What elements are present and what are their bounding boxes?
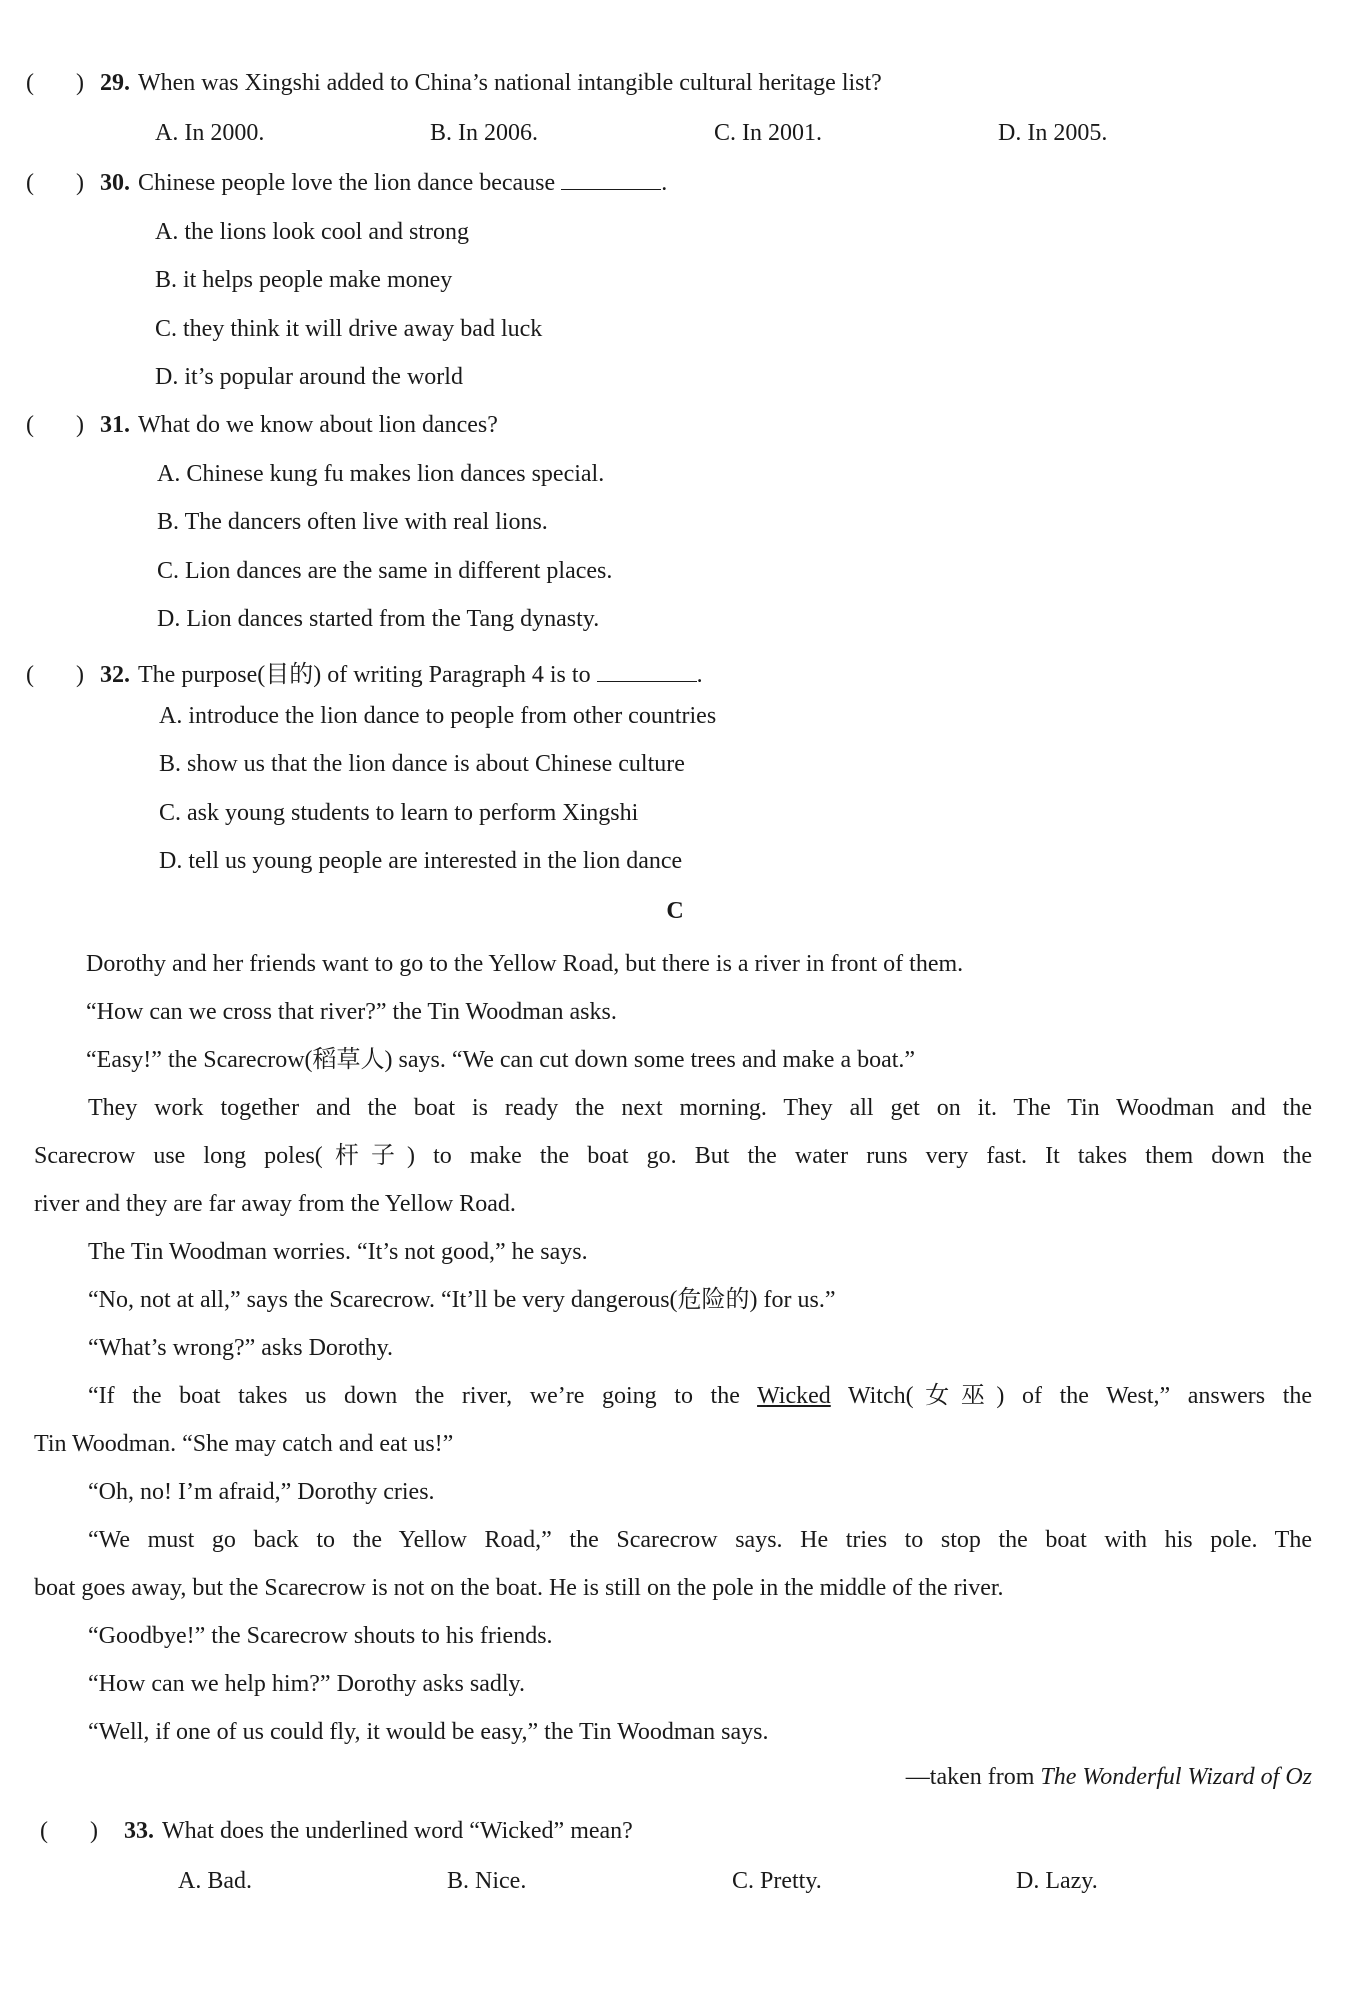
passage-paragraph: “We must go back to the Yellow Road,” the Scarecrow says. He tries to stop the boat with his pole. The — [88, 1527, 1312, 1553]
question-stem: Chinese people love the lion dance because — [138, 170, 556, 196]
passage-paragraph: “How can we help him?” Dorothy asks sadly. — [88, 1671, 525, 1697]
answer-blank — [561, 171, 661, 190]
option-d[interactable]: D. Lion dances started from the Tang dynasty. — [157, 606, 600, 632]
passage-paragraph-line: Scarecrow use long poles(杆子) to make the boat go. But the water runs very fast. It takes them down the — [34, 1143, 1312, 1169]
option-a[interactable]: A. Bad. — [178, 1868, 252, 1894]
passage-paragraph: “Goodbye!” the Scarecrow shouts to his friends. — [88, 1623, 553, 1649]
passage-paragraph: “How can we cross that river?” the Tin Woodman asks. — [86, 999, 617, 1025]
book-title: The Wonderful Wizard of Oz — [1040, 1764, 1312, 1790]
question-stem: When was Xingshi added to China’s national intangible cultural heritage list? — [138, 70, 882, 96]
answer-bracket[interactable]: ( ) — [26, 412, 84, 438]
option-c[interactable]: C. ask young students to learn to perform Xingshi — [159, 800, 639, 826]
question-number: 31. — [100, 412, 130, 438]
question-32: ( ) 32. The purpose(目的) of writing Paragraph 4 is to . — [26, 654, 703, 689]
question-stem: The purpose(目的) of writing Paragraph 4 is to — [138, 662, 591, 688]
question-29 — [26, 70, 882, 97]
passage-paragraph: Dorothy and her friends want to go to the Yellow Road, but there is a river in front of them. — [86, 951, 964, 977]
question-number: 32. — [100, 662, 130, 688]
option-b[interactable]: B. The dancers often live with real lions. — [157, 509, 548, 535]
passage-paragraph: “Oh, no! I’m afraid,” Dorothy cries. — [88, 1479, 435, 1505]
question-number: 33. — [124, 1818, 154, 1844]
option-d[interactable]: D. tell us young people are interested in the lion dance — [159, 848, 683, 874]
option-b[interactable]: B. Nice. — [447, 1868, 527, 1894]
question-33 — [40, 1818, 633, 1845]
option-d[interactable]: D. Lazy. — [1016, 1868, 1098, 1894]
option-b[interactable]: B. In 2006. — [430, 120, 538, 146]
passage-paragraph: The Tin Woodman worries. “It’s not good,” he says. — [88, 1239, 588, 1265]
question-number: 29. — [100, 70, 130, 96]
passage-paragraph-line: Tin Woodman. “She may catch and eat us!” — [34, 1431, 454, 1457]
question-31 — [26, 412, 498, 439]
option-b[interactable]: B. show us that the lion dance is about Chinese culture — [159, 751, 685, 777]
answer-bracket[interactable]: ( ) — [40, 1818, 98, 1844]
answer-bracket[interactable]: ( ) — [26, 170, 84, 196]
passage-source: —taken from The Wonderful Wizard of Oz — [905, 1764, 1312, 1790]
option-d[interactable]: D. In 2005. — [998, 120, 1108, 146]
passage-paragraph: They work together and the boat is ready the next morning. They all get on it. The Tin Woodman and the — [88, 1095, 1312, 1121]
answer-bracket[interactable]: ( ) — [26, 662, 84, 688]
option-a[interactable]: A. Chinese kung fu makes lion dances special. — [157, 461, 605, 487]
passage-paragraph: “Easy!” the Scarecrow(稻草人) says. “We can cut down some trees and make a boat.” — [86, 1047, 916, 1073]
option-a[interactable]: A. introduce the lion dance to people from other countries — [159, 703, 717, 729]
option-c[interactable]: C. they think it will drive away bad luck — [155, 316, 543, 342]
passage-paragraph: “No, not at all,” says the Scarecrow. “It’ll be very dangerous(危险的) for us.” — [88, 1287, 836, 1313]
option-b[interactable]: B. it helps people make money — [155, 267, 453, 293]
answer-blank — [597, 663, 697, 682]
question-stem: What do we know about lion dances? — [138, 412, 498, 438]
option-a[interactable]: A. the lions look cool and strong — [155, 219, 469, 245]
passage-paragraph: “Well, if one of us could fly, it would be easy,” the Tin Woodman says. — [88, 1719, 769, 1745]
section-heading: C — [666, 898, 684, 924]
question-number: 30. — [100, 170, 130, 196]
question-30: ( ) 30. Chinese people love the lion dance because . — [26, 170, 668, 196]
option-c[interactable]: C. Lion dances are the same in different places. — [157, 558, 613, 584]
passage-paragraph: “If the boat takes us down the river, we’re going to the Wicked Witch(女巫) of the West,” answers the — [88, 1383, 1313, 1409]
option-c[interactable]: C. In 2001. — [714, 120, 822, 146]
underlined-word: Wicked — [757, 1383, 831, 1409]
option-c[interactable]: C. Pretty. — [732, 1868, 822, 1894]
answer-bracket[interactable]: ( ) — [26, 70, 84, 96]
passage-paragraph: “What’s wrong?” asks Dorothy. — [88, 1335, 394, 1361]
question-stem: What does the underlined word “Wicked” mean? — [162, 1818, 633, 1844]
passage-paragraph-line: river and they are far away from the Yellow Road. — [34, 1191, 516, 1217]
option-a[interactable]: A. In 2000. — [155, 120, 265, 146]
passage-paragraph-line: boat goes away, but the Scarecrow is not on the boat. He is still on the pole in the middle of the river. — [34, 1575, 1004, 1601]
option-d[interactable]: D. it’s popular around the world — [155, 364, 463, 390]
